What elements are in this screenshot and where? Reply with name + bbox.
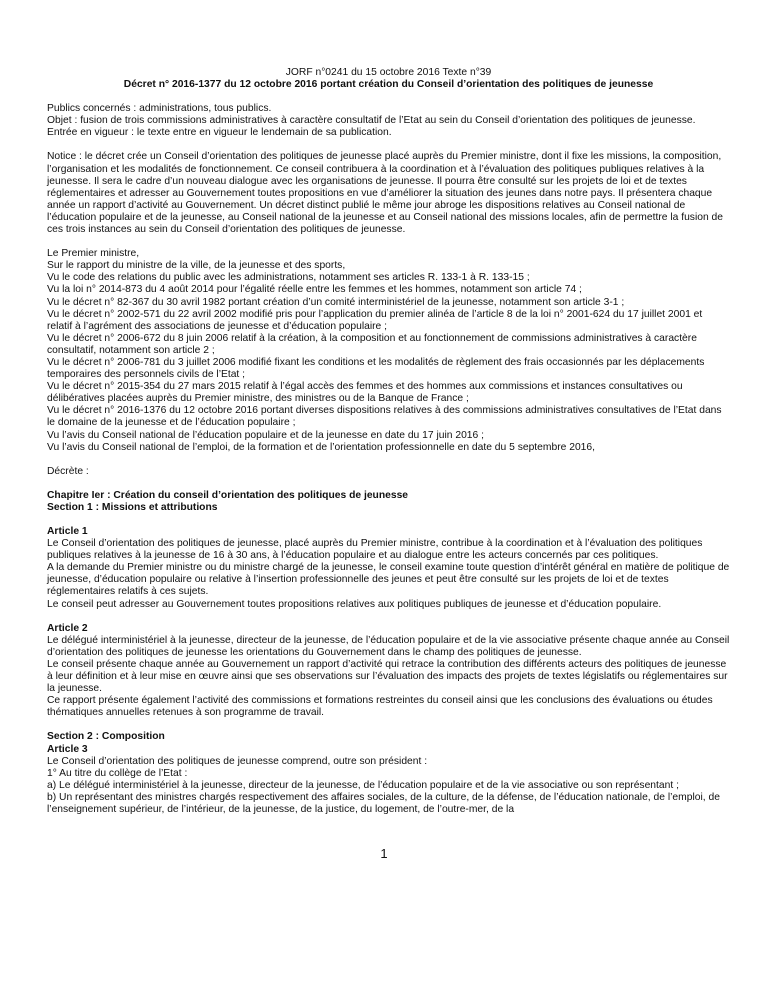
notice-paragraph: Notice : le décret crée un Conseil d’orientation des politiques de jeunesse placé auprès du Premier ministre, dont il fixe les missions, la composition, l’organisation et les modalités de fonctionnement. Ce conseil contribuera à la coordination et à l’évaluation des politiques publiques relatives à la jeunesse. Il sera le cadre d’un nouveau dialogue avec les organisations de jeunesse. Il pourra être consulté sur les projets de loi et de textes réglementaires et adresser au Gouvernement toutes propositions en vue d’améliorer la situation des jeunes dans notre pays. Il présentera chaque année un rapport d’activité au Gouvernement. Un décret distinct publié le même jour abroge les dispositions relatives au Conseil national de l’éducation populaire et de la jeunesse, au Conseil national de la jeunesse et au Conseil national des missions locales, afin de permettre la fusion de ces trois instances au sein du Conseil d’orientation des politiques de jeunesse. bbox=[47, 151, 724, 236]
visa-line: Vu le décret n° 2006-672 du 8 juin 2006 relatif à la création, à la composition et au fonctionnement de commissions administratives à caractère consultatif, notamment son article 2 ; bbox=[47, 332, 697, 356]
article-paragraph: Le Conseil d’orientation des politiques de jeunesse comprend, outre son président : bbox=[47, 755, 428, 767]
article-heading: Article 3 bbox=[47, 743, 88, 755]
visa-line: Vu le code des relations du public avec les administrations, notamment ses articles R. 133-1 à R. 133-15 ; bbox=[47, 272, 530, 284]
page-number: 1 bbox=[380, 846, 388, 861]
article-paragraph: Ce rapport présente également l’activité des commissions et formations restreintes du conseil ainsi que les conclusions des évaluations ou études thématiques annuelles retenues à son programme de travail. bbox=[47, 695, 713, 719]
article-paragraph: Le conseil présente chaque année au Gouvernement un rapport d’activité qui retrace la contribution des différents acteurs des politiques de jeunesse à leur définition et à leur mise en œuvre ainsi que ses observations sur l’évaluation des impacts des projets de textes législatifs ou réglementaires sur la jeunesse. bbox=[47, 658, 728, 695]
article-paragraph: Le conseil peut adresser au Gouvernement toutes propositions relatives aux politiques publiques de jeunesse et d’éducation populaire. bbox=[47, 598, 662, 610]
visa-line: Vu le décret n° 2002-571 du 22 avril 2002 modifié pris pour l’application du premier alinéa de l’article 8 de la loi n° 2001-624 du 17 juillet 2001 et relatif à l’agrément des associations de jeunesse et d’éducation populaire ; bbox=[47, 308, 703, 332]
visa-line: Vu l’avis du Conseil national de l’emploi, de la formation et de l’orientation professionnelle en date du 5 septembre 2016, bbox=[47, 441, 595, 453]
article-heading: Article 1 bbox=[47, 526, 88, 537]
visa-line: Vu la loi n° 2014-873 du 4 août 2014 pour l’égalité réelle entre les femmes et les hommes, notamment son article 74 ; bbox=[47, 284, 582, 296]
visa-line: Sur le rapport du ministre de la ville, de la jeunesse et des sports, bbox=[47, 260, 346, 272]
visa-line: Vu le décret n° 2016-1376 du 12 octobre 2016 portant diverses dispositions relatives à des commissions administratives consultatives de l’Etat dans le domaine de la jeunesse et de l’éducation populaire ; bbox=[47, 405, 722, 429]
document-page bbox=[47, 67, 730, 816]
decrete-line: Décrète : bbox=[47, 465, 89, 477]
article-heading: Article 2 bbox=[47, 622, 88, 634]
journal-reference: JORF n°0241 du 15 octobre 2016 Texte n°39 bbox=[285, 67, 492, 78]
section-heading: Section 1 : Missions et attributions bbox=[47, 501, 218, 513]
summary-line: Entrée en vigueur : le texte entre en vigueur le lendemain de sa publication. bbox=[47, 127, 392, 139]
section-heading: Section 2 : Composition bbox=[47, 731, 165, 743]
visa-line: Vu l’avis du Conseil national de l’éducation populaire et de la jeunesse en date du 17 juin 2016 ; bbox=[47, 429, 484, 441]
visa-line: Le Premier ministre, bbox=[47, 248, 140, 260]
article-paragraph: A la demande du Premier ministre ou du ministre chargé de la jeunesse, le conseil examine toute question d’intérêt général en matière de politique de jeunesse, d’éducation populaire ou relative à l’insertion professionnelle des jeunes et peut être consulté sur les projets de loi et de textes réglementaires relatifs à ces sujets. bbox=[47, 562, 730, 598]
decree-title: Décret n° 2016-1377 du 12 octobre 2016 portant création du Conseil d’orientation des politiques de jeunesse bbox=[123, 79, 654, 91]
summary-line: Objet : fusion de trois commissions administratives à caractère consultatif de l’Etat au sein du Conseil d’orientation des politiques de jeunesse. bbox=[47, 115, 696, 127]
chapter-heading: Chapitre Ier : Création du conseil d’orientation des politiques de jeunesse bbox=[47, 489, 409, 501]
article-paragraph: Le délégué interministériel à la jeunesse, directeur de la jeunesse, de l’éducation populaire et de la vie associative présente chaque année au Conseil d’orientation des politiques de jeunesse les orientations du Gouvernement dans le champ des politiques de jeunesse. bbox=[47, 634, 730, 658]
visa-line: Vu le décret n° 2015-354 du 27 mars 2015 relatif à l’égal accès des femmes et des hommes aux commissions et instances consultatives ou délibératives placées auprès du Premier ministre, des ministres ou de la Banque de France ; bbox=[47, 381, 683, 405]
summary-line: Publics concernés : administrations, tous publics. bbox=[47, 103, 272, 115]
visa-line: Vu le décret n° 82-367 du 30 avril 1982 portant création d’un comité interministériel de la jeunesse, notamment son article 3-1 ; bbox=[47, 296, 625, 308]
article-paragraph: 1° Au titre du collège de l’Etat : bbox=[47, 767, 188, 779]
article-paragraph: a) Le délégué interministériel à la jeunesse, directeur de la jeunesse, de l’éducation populaire et de la vie associative ou son représentant ; bbox=[47, 779, 679, 791]
article-paragraph: Le Conseil d’orientation des politiques de jeunesse, placé auprès du Premier ministre, contribue à la coordination et à l’évaluation des politiques publiques relatives à la jeunesse de 16 à 30 ans, à l’éducation populaire et au dialogue entre les acteurs concernés par ces politiques. bbox=[47, 538, 703, 562]
article-paragraph: b) Un représentant des ministres chargés respectivement des affaires sociales, de la culture, de la défense, de l’éducation nationale, de l’emploi, de l’enseignement supérieur, de l’intérieur, de la jeunesse, de la justice, du logement, de l’outre-mer, de la bbox=[47, 791, 720, 815]
visa-line: Vu le décret n° 2006-781 du 3 juillet 2006 modifié fixant les conditions et les modalités de règlement des frais occasionnés par les déplacements temporaires des personnels civils de l’Etat ; bbox=[47, 356, 705, 381]
